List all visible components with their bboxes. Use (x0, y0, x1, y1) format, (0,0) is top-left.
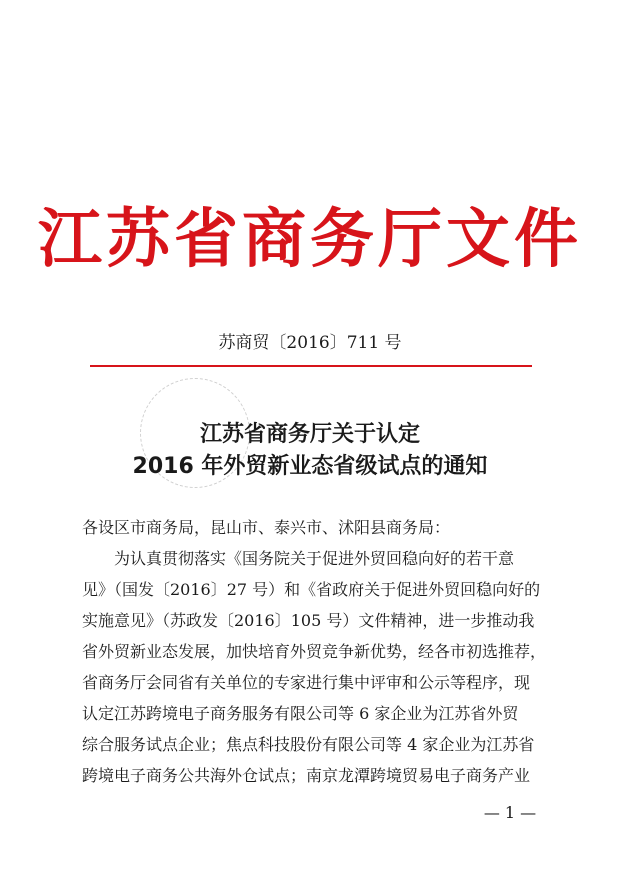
masthead-title: 江苏省商务厅文件 (38, 202, 582, 277)
body-line: 省商务厅会同省有关单位的专家进行集中评审和公示等程序，现 (82, 673, 531, 692)
body-line: 为认真贯彻落实《国务院关于促进外贸回稳向好的若干意 (114, 549, 515, 568)
addressee-line: 各设区市商务局，昆山市、泰兴市、沭阳县商务局： (82, 518, 451, 537)
body-line: 认定江苏跨境电子商务服务有限公司等 6 家企业为江苏省外贸 (82, 704, 519, 723)
notice-title-line-2: 2016 年外贸新业态省级试点的通知 (132, 454, 488, 479)
notice-title-line-1: 江苏省商务厅关于认定 (199, 422, 420, 447)
page-number: — 1 — (483, 803, 537, 822)
body-line: 综合服务试点企业；焦点科技股份有限公司等 4 家企业为江苏省 (82, 735, 535, 754)
notice-body (82, 512, 552, 791)
document-number: 苏商贸〔2016〕711 号 (218, 333, 402, 353)
body-line: 实施意见》（苏政发〔2016〕105 号）文件精神，进一步推动我 (82, 611, 535, 630)
body-line: 省外贸新业态发展，加快培育外贸竞争新优势，经各市初选推荐， (82, 642, 547, 661)
body-line: 跨境电子商务公共海外仓试点；南京龙潭跨境贸易电子商务产业 (82, 766, 531, 785)
red-divider-rule (90, 365, 532, 367)
body-line: 见》（国发〔2016〕27 号）和《省政府关于促进外贸回稳向好的 (82, 580, 541, 599)
